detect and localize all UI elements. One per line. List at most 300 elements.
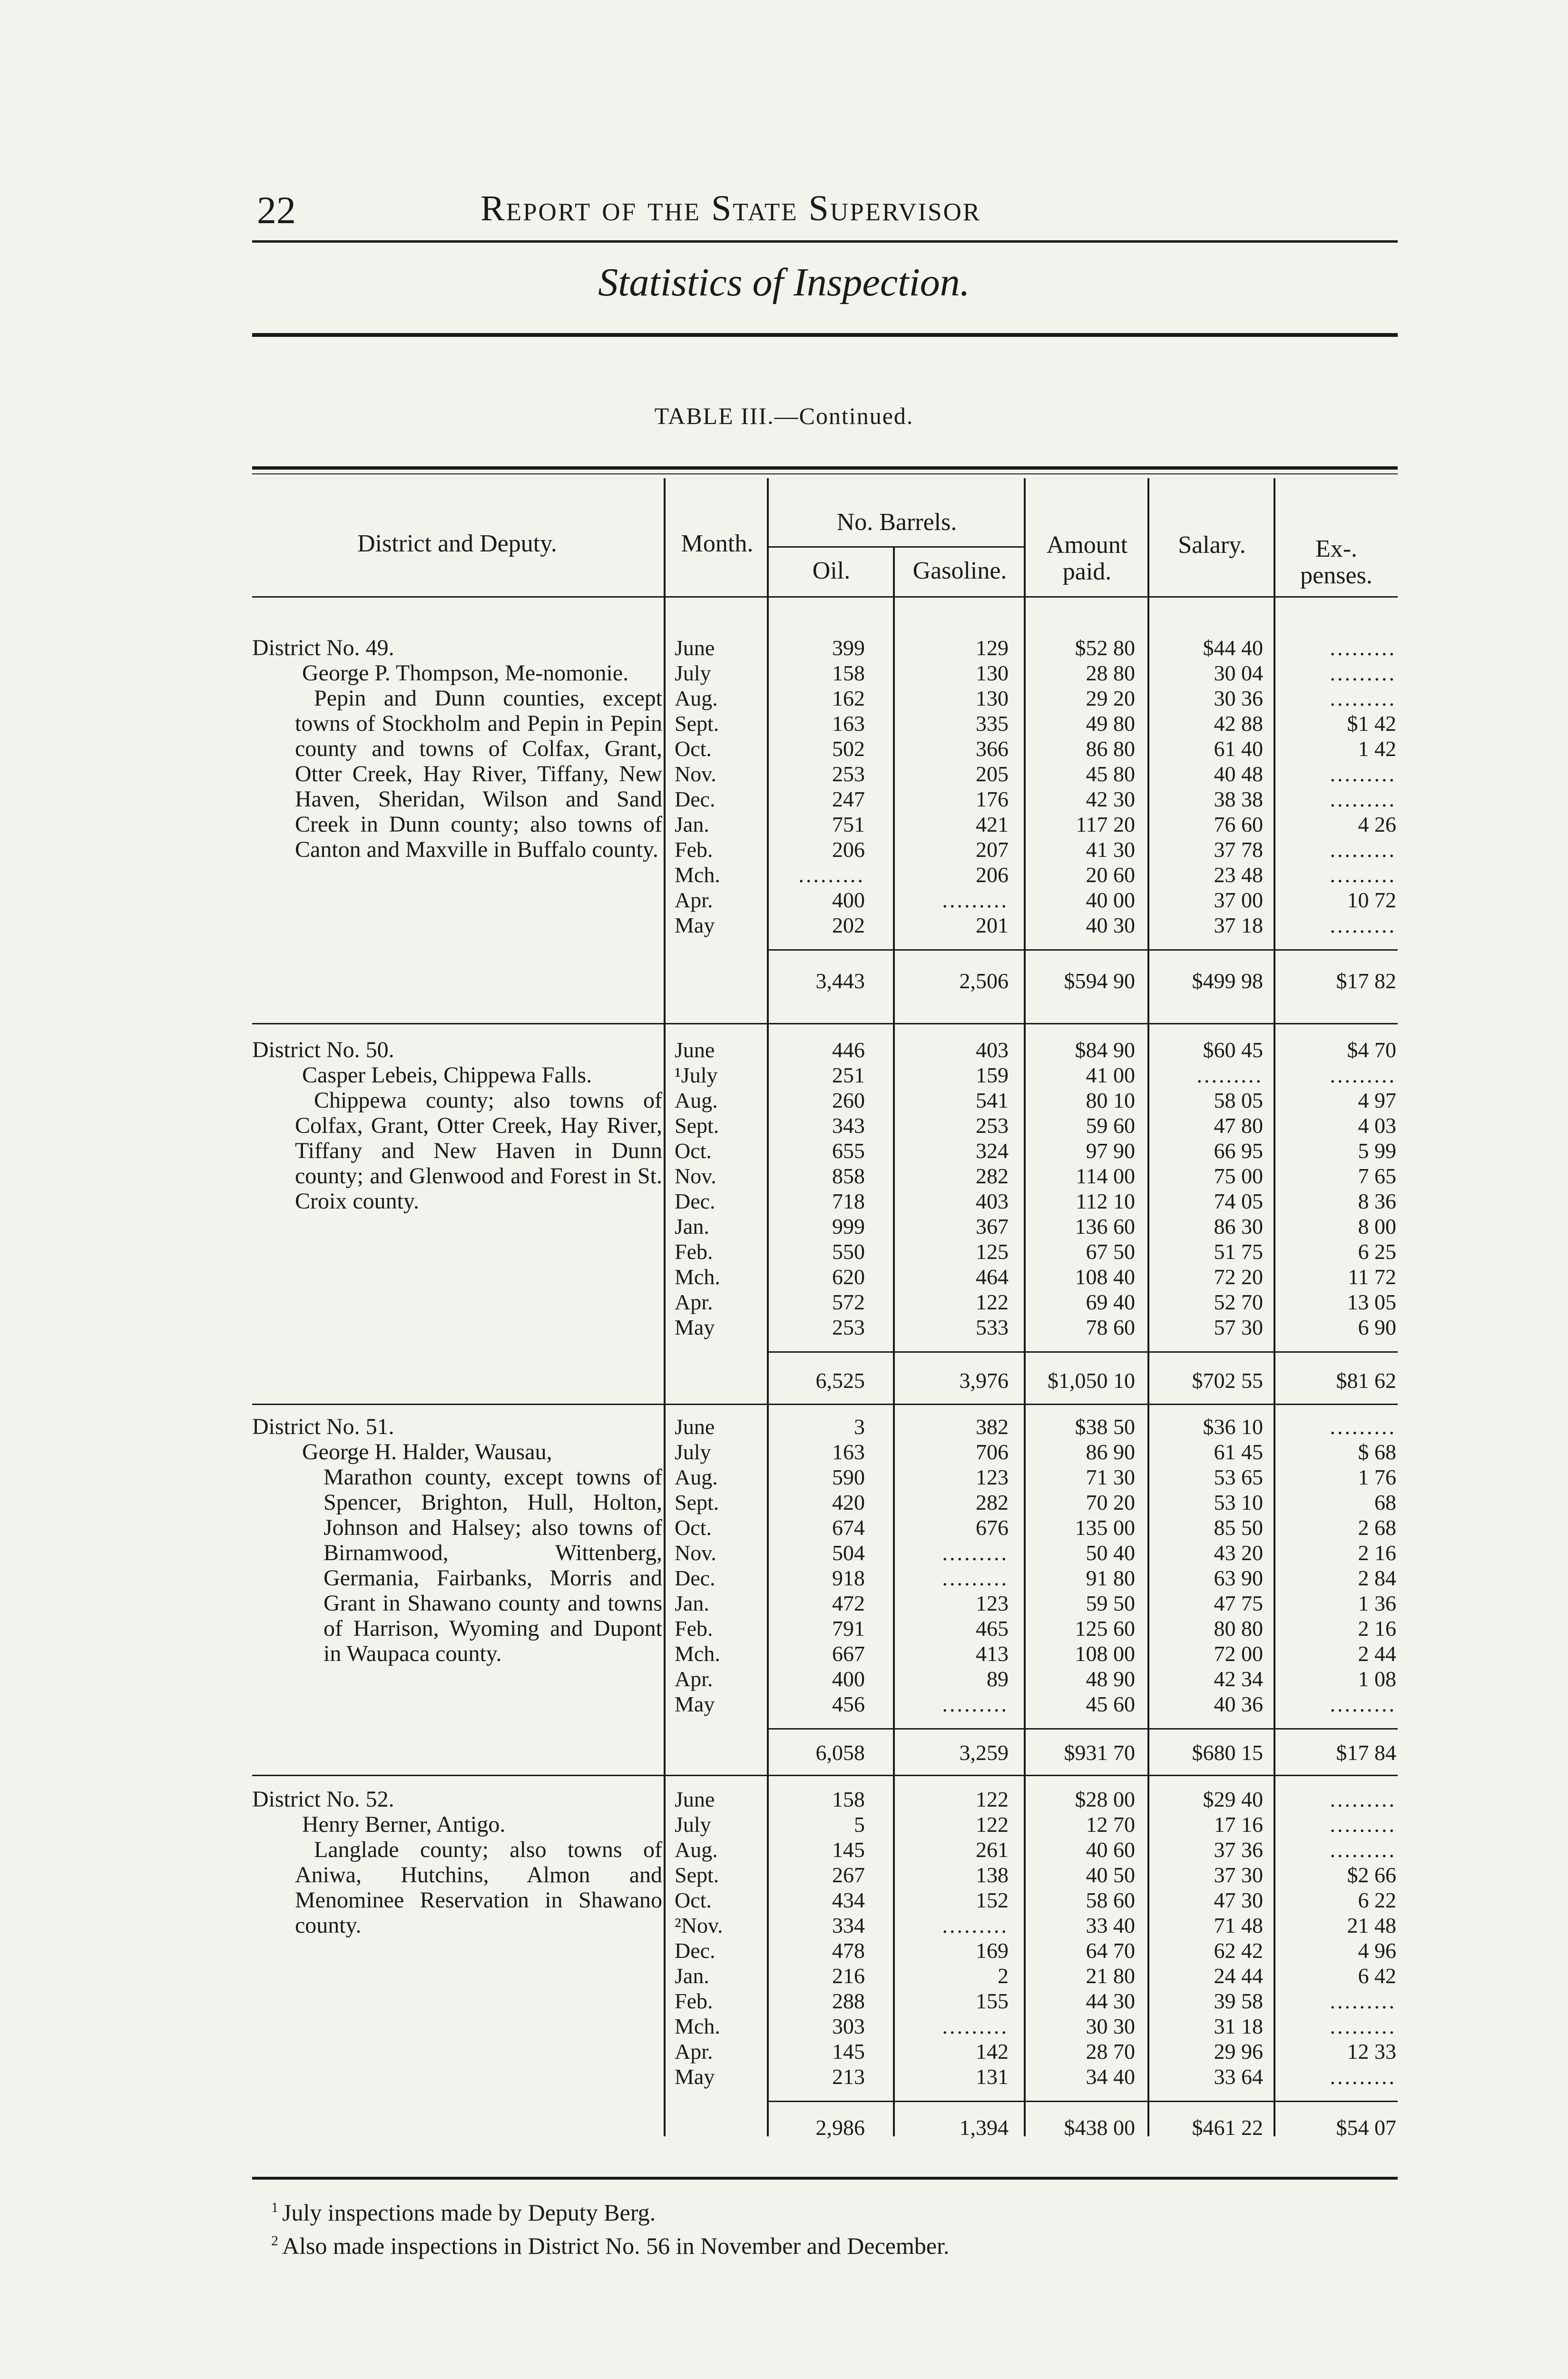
district-territory: Pepin and Dunn counties, except towns of Stockholm and Pepin in Pepin county and towns of Colfax, Grant, Otter Creek, Hay River, Tiffany, New Haven, Sheridan, Wilson and Sand Creek in Dunn county; also towns of Canton and Maxville in Buffalo county. xyxy=(295,686,662,862)
row-expenses: 13 05 xyxy=(1347,1290,1396,1314)
row-amount: 108 00 xyxy=(1075,1642,1135,1666)
row-gasoline: 122 xyxy=(976,1787,1009,1811)
row-gasoline: 152 xyxy=(976,1888,1009,1912)
row-amount: 117 20 xyxy=(1076,812,1135,836)
totals-rule xyxy=(767,1351,1398,1353)
district-territory: Marathon county, except towns of Spencer, Brighton, Hull, Holton, Johnson and Halsey; also towns of Birnamwood, Wittenberg, Germania, Fairbanks, Morris and Grant in Shawano county and towns of Harrison, Wyoming and Dupont in Waupaca county. xyxy=(323,1465,662,1666)
row-month: Aug. xyxy=(675,1838,718,1862)
row-month: Oct. xyxy=(675,737,712,761)
row-oil: 918 xyxy=(832,1566,865,1590)
running-head: Report of the State Supervisor xyxy=(480,188,981,228)
total-salary: $499 98 xyxy=(1192,969,1263,993)
row-month: Jan. xyxy=(675,812,709,836)
row-month: Oct. xyxy=(675,1515,712,1540)
row-salary: 61 40 xyxy=(1214,737,1263,761)
row-oil: 163 xyxy=(832,711,865,736)
row-expenses: $1 42 xyxy=(1347,711,1396,736)
row-month: Apr. xyxy=(675,1290,713,1314)
row-month: Sept. xyxy=(675,1113,719,1138)
row-oil: 434 xyxy=(832,1888,865,1912)
row-oil: 202 xyxy=(832,913,865,937)
row-salary: 52 70 xyxy=(1214,1290,1263,1314)
row-gasoline: 366 xyxy=(976,737,1009,761)
amount-column xyxy=(1023,635,1135,938)
row-oil: 158 xyxy=(832,1787,865,1811)
month-column xyxy=(675,635,760,938)
row-month: June xyxy=(675,1787,715,1811)
row-salary: 62 42 xyxy=(1214,1938,1263,1963)
row-month: Aug. xyxy=(675,1088,718,1112)
district-description xyxy=(252,1787,662,1938)
expenses-column xyxy=(1275,1037,1396,1340)
row-expenses: ......... xyxy=(1330,686,1396,710)
total-amount: $931 70 xyxy=(1064,1740,1135,1765)
row-amount: 135 00 xyxy=(1075,1515,1135,1540)
salary-column xyxy=(1149,1414,1263,1717)
row-month: Mch. xyxy=(675,863,720,887)
row-salary: 39 58 xyxy=(1214,1989,1263,2013)
row-salary: 72 00 xyxy=(1214,1642,1263,1666)
row-oil: ......... xyxy=(798,863,865,887)
row-expenses: 1 76 xyxy=(1358,1465,1396,1489)
row-oil: 400 xyxy=(832,888,865,912)
row-expenses: 4 96 xyxy=(1358,1938,1396,1963)
subtitle: Statistics of Inspection. xyxy=(598,260,970,305)
page-number: 22 xyxy=(257,188,296,232)
row-gasoline: 125 xyxy=(976,1239,1009,1264)
row-oil: 3 xyxy=(854,1415,865,1439)
row-expenses: ......... xyxy=(1330,2064,1396,2089)
row-gasoline: ......... xyxy=(942,2014,1009,2038)
row-oil: 145 xyxy=(832,1838,865,1862)
row-salary: 33 64 xyxy=(1214,2064,1263,2089)
row-salary: 61 45 xyxy=(1214,1440,1263,1464)
row-amount: 40 00 xyxy=(1086,888,1135,912)
expenses-column xyxy=(1275,1787,1396,2089)
row-month: Aug. xyxy=(675,1465,718,1489)
salary-column xyxy=(1149,635,1263,938)
row-month: May xyxy=(675,1315,715,1339)
row-gasoline: 130 xyxy=(976,661,1009,685)
row-month: Feb. xyxy=(675,1989,713,2013)
row-salary: 51 75 xyxy=(1214,1239,1263,1264)
district-deputy: George P. Thompson, Me-nomonie. xyxy=(302,660,629,686)
row-salary: 86 30 xyxy=(1214,1214,1263,1239)
row-gasoline: 169 xyxy=(976,1938,1009,1963)
row-gasoline: 706 xyxy=(976,1440,1009,1464)
footnote-mark: 2 xyxy=(271,2233,278,2249)
header-oil: Oil. xyxy=(812,557,851,584)
row-oil: 251 xyxy=(832,1063,865,1087)
row-oil: 478 xyxy=(832,1938,865,1963)
row-expenses: 2 44 xyxy=(1358,1642,1396,1666)
row-salary: $60 45 xyxy=(1203,1038,1263,1062)
row-expenses: $ 68 xyxy=(1358,1440,1396,1464)
subtitle-rule xyxy=(252,333,1398,337)
row-expenses: ......... xyxy=(1330,636,1396,660)
row-month: Sept. xyxy=(675,1863,719,1887)
row-gasoline: 89 xyxy=(987,1667,1009,1691)
row-amount: 40 60 xyxy=(1086,1838,1135,1862)
row-salary: 37 00 xyxy=(1214,888,1263,912)
total-oil: 6,058 xyxy=(815,1740,865,1765)
row-salary: 31 18 xyxy=(1214,2014,1263,2038)
header-expenses-line2: penses. xyxy=(1300,562,1372,589)
row-gasoline: 176 xyxy=(976,787,1009,811)
row-month: Nov. xyxy=(675,762,716,786)
row-salary: 29 96 xyxy=(1214,2039,1263,2064)
row-salary: 30 36 xyxy=(1214,686,1263,710)
row-amount: $38 50 xyxy=(1075,1415,1135,1439)
header-bottom-rule xyxy=(252,596,1398,598)
row-month: Feb. xyxy=(675,1239,713,1264)
row-expenses: 2 68 xyxy=(1358,1515,1396,1540)
row-oil: 472 xyxy=(832,1591,865,1615)
row-amount: 48 90 xyxy=(1086,1667,1135,1691)
row-amount: 30 30 xyxy=(1086,2014,1135,2038)
row-gasoline: 207 xyxy=(976,837,1009,862)
row-expenses: 2 84 xyxy=(1358,1566,1396,1590)
amount-column xyxy=(1023,1037,1135,1340)
row-gasoline: 123 xyxy=(976,1465,1009,1489)
row-month: Feb. xyxy=(675,1616,713,1641)
district-title: District No. 51. xyxy=(252,1414,394,1439)
row-gasoline: 142 xyxy=(976,2039,1009,2064)
row-gasoline: 282 xyxy=(976,1490,1009,1514)
row-expenses: 6 42 xyxy=(1358,1964,1396,1988)
row-amount: 59 60 xyxy=(1086,1113,1135,1138)
row-month: Jan. xyxy=(675,1964,709,1988)
row-gasoline: ......... xyxy=(942,1541,1009,1565)
expenses-column xyxy=(1275,1414,1396,1717)
expenses-column xyxy=(1275,635,1396,938)
district-deputy: Henry Berner, Antigo. xyxy=(302,1812,506,1837)
row-oil: 620 xyxy=(832,1265,865,1289)
row-month: Feb. xyxy=(675,837,713,862)
row-oil: 267 xyxy=(832,1863,865,1887)
total-oil: 6,525 xyxy=(815,1368,865,1393)
row-gasoline: 421 xyxy=(976,812,1009,836)
row-month: Jan. xyxy=(675,1591,709,1615)
header-expenses-line1: Ex-. xyxy=(1315,535,1358,562)
row-month: Dec. xyxy=(675,787,715,811)
salary-column xyxy=(1149,1037,1263,1340)
row-oil: 751 xyxy=(832,812,865,836)
row-month: Dec. xyxy=(675,1938,715,1963)
row-amount: 136 60 xyxy=(1075,1214,1135,1239)
row-oil: 858 xyxy=(832,1164,865,1188)
row-oil: 718 xyxy=(832,1189,865,1213)
total-gasoline: 3,259 xyxy=(959,1740,1009,1765)
row-gasoline: ......... xyxy=(942,1913,1009,1937)
row-salary: ......... xyxy=(1196,1063,1263,1087)
row-expenses: 7 65 xyxy=(1358,1164,1396,1188)
totals-rule xyxy=(767,1728,1398,1730)
row-gasoline: 155 xyxy=(976,1989,1009,2013)
total-salary: $680 15 xyxy=(1192,1740,1263,1765)
row-oil: 303 xyxy=(832,2014,865,2038)
row-month: July xyxy=(675,1812,711,1837)
total-expenses: $17 82 xyxy=(1336,969,1396,993)
row-gasoline: 464 xyxy=(976,1265,1009,1289)
row-salary: 58 05 xyxy=(1214,1088,1263,1112)
table-top-rule-thin xyxy=(252,473,1398,474)
row-gasoline: 129 xyxy=(976,636,1009,660)
row-gasoline: 131 xyxy=(976,2064,1009,2089)
row-expenses: 68 xyxy=(1374,1490,1396,1514)
row-salary: 37 36 xyxy=(1214,1838,1263,1862)
row-expenses: 8 00 xyxy=(1358,1214,1396,1239)
header-barrels-rule xyxy=(768,546,1025,548)
row-month: July xyxy=(675,1440,711,1464)
row-expenses: 6 90 xyxy=(1358,1315,1396,1339)
row-amount: 21 80 xyxy=(1086,1964,1135,1988)
footnote-text: Also made inspections in District No. 56 in November and December. xyxy=(282,2232,950,2259)
row-gasoline: 403 xyxy=(976,1189,1009,1213)
header-amount-line2: paid. xyxy=(1062,558,1112,585)
row-month: Apr. xyxy=(675,888,713,912)
row-amount: 33 40 xyxy=(1086,1913,1135,1937)
footnotes xyxy=(271,2193,949,2260)
row-expenses: ......... xyxy=(1330,837,1396,862)
row-month: Sept. xyxy=(675,711,719,736)
row-salary: 47 80 xyxy=(1214,1113,1263,1138)
row-gasoline: 159 xyxy=(976,1063,1009,1087)
row-expenses: 1 42 xyxy=(1358,737,1396,761)
row-expenses: 8 36 xyxy=(1358,1189,1396,1213)
oil-column xyxy=(761,1414,865,1717)
total-amount: $438 00 xyxy=(1064,2115,1135,2140)
row-expenses: $4 70 xyxy=(1347,1038,1396,1062)
row-salary: 30 04 xyxy=(1214,661,1263,685)
row-oil: 253 xyxy=(832,762,865,786)
row-oil: 260 xyxy=(832,1088,865,1112)
row-amount: 49 80 xyxy=(1086,711,1135,736)
district-deputy: George H. Halder, Wausau, xyxy=(302,1439,552,1465)
row-month: June xyxy=(675,1038,715,1062)
row-oil: 502 xyxy=(832,737,865,761)
district-title: District No. 52. xyxy=(252,1787,394,1812)
row-expenses: 21 48 xyxy=(1347,1913,1396,1937)
amount-column xyxy=(1023,1414,1135,1717)
header-rule xyxy=(252,240,1398,243)
row-gasoline: 413 xyxy=(976,1642,1009,1666)
total-gasoline: 2,506 xyxy=(959,969,1009,993)
row-amount: 86 90 xyxy=(1086,1440,1135,1464)
row-expenses: 2 16 xyxy=(1358,1616,1396,1641)
row-gasoline: 324 xyxy=(976,1139,1009,1163)
row-month: June xyxy=(675,1415,715,1439)
row-salary: 74 05 xyxy=(1214,1189,1263,1213)
row-salary: 85 50 xyxy=(1214,1515,1263,1540)
amount-column xyxy=(1023,1787,1135,2089)
row-gasoline: ......... xyxy=(942,888,1009,912)
row-salary: 75 00 xyxy=(1214,1164,1263,1188)
oil-column xyxy=(761,1037,865,1340)
row-amount: $28 00 xyxy=(1075,1787,1135,1811)
row-oil: 667 xyxy=(832,1642,865,1666)
row-month: Oct. xyxy=(675,1139,712,1163)
row-oil: 158 xyxy=(832,661,865,685)
row-expenses: ......... xyxy=(1330,1812,1396,1837)
row-expenses: 11 72 xyxy=(1348,1265,1396,1289)
gasoline-column xyxy=(894,1414,1009,1717)
row-gasoline: 123 xyxy=(976,1591,1009,1615)
row-gasoline: 465 xyxy=(976,1616,1009,1641)
row-salary: 47 75 xyxy=(1214,1591,1263,1615)
row-oil: 213 xyxy=(832,2064,865,2089)
row-amount: 64 70 xyxy=(1086,1938,1135,1963)
row-gasoline: 533 xyxy=(976,1315,1009,1339)
row-oil: 590 xyxy=(832,1465,865,1489)
row-amount: 42 30 xyxy=(1086,787,1135,811)
row-expenses: 1 36 xyxy=(1358,1591,1396,1615)
row-oil: 334 xyxy=(832,1913,865,1937)
row-expenses: 10 72 xyxy=(1347,888,1396,912)
row-amount: 80 10 xyxy=(1086,1088,1135,1112)
total-salary: $702 55 xyxy=(1192,1368,1263,1393)
row-amount: 50 40 xyxy=(1086,1541,1135,1565)
row-amount: 41 00 xyxy=(1086,1063,1135,1087)
row-oil: 456 xyxy=(832,1692,865,1716)
row-month: Mch. xyxy=(675,2014,720,2038)
row-salary: 47 30 xyxy=(1214,1888,1263,1912)
month-column xyxy=(675,1787,760,2089)
header-salary: Salary. xyxy=(1178,531,1246,559)
header-amount-line1: Amount xyxy=(1046,531,1128,559)
total-amount: $594 90 xyxy=(1064,969,1135,993)
row-amount: 58 60 xyxy=(1086,1888,1135,1912)
row-salary: 23 48 xyxy=(1214,863,1263,887)
row-oil: 253 xyxy=(832,1315,865,1339)
row-oil: 420 xyxy=(832,1490,865,1514)
row-expenses: ......... xyxy=(1330,1787,1396,1811)
row-salary: 42 34 xyxy=(1214,1667,1263,1691)
row-expenses: 4 97 xyxy=(1358,1088,1396,1112)
total-salary: $461 22 xyxy=(1192,2115,1263,2140)
footnote-text: July inspections made by Deputy Berg. xyxy=(282,2199,656,2226)
header-gasoline: Gasoline. xyxy=(912,557,1007,584)
total-oil: 2,986 xyxy=(815,2115,865,2140)
row-amount: 78 60 xyxy=(1086,1315,1135,1339)
row-salary: 66 95 xyxy=(1214,1139,1263,1163)
row-salary: 71 48 xyxy=(1214,1913,1263,1937)
row-amount: 34 40 xyxy=(1086,2064,1135,2089)
row-expenses: ......... xyxy=(1330,762,1396,786)
row-oil: 163 xyxy=(832,1440,865,1464)
row-gasoline: 541 xyxy=(976,1088,1009,1112)
row-amount: 45 60 xyxy=(1086,1692,1135,1716)
row-salary: 80 80 xyxy=(1214,1616,1263,1641)
district-description xyxy=(252,1414,662,1666)
row-gasoline: 253 xyxy=(976,1113,1009,1138)
row-month: Dec. xyxy=(675,1189,715,1213)
totals-rule xyxy=(767,2101,1398,2102)
row-salary: 40 36 xyxy=(1214,1692,1263,1716)
row-expenses: $2 66 xyxy=(1347,1863,1396,1887)
row-month: Sept. xyxy=(675,1490,719,1514)
row-salary: 43 20 xyxy=(1214,1541,1263,1565)
row-amount: 40 30 xyxy=(1086,913,1135,937)
footnote-2 xyxy=(271,2227,949,2260)
district-separator xyxy=(252,1775,1398,1776)
district-deputy: Casper Lebeis, Chippewa Falls. xyxy=(302,1062,592,1088)
row-salary: 24 44 xyxy=(1214,1964,1263,1988)
total-gasoline: 1,394 xyxy=(959,2115,1009,2140)
row-expenses: 1 08 xyxy=(1358,1667,1396,1691)
row-month: ²Nov. xyxy=(675,1913,723,1937)
row-oil: 446 xyxy=(832,1038,865,1062)
row-oil: 400 xyxy=(832,1667,865,1691)
row-oil: 216 xyxy=(832,1964,865,1988)
row-month: ¹July xyxy=(675,1063,718,1087)
row-oil: 550 xyxy=(832,1239,865,1264)
row-amount: 40 50 xyxy=(1086,1863,1135,1887)
footnote-mark: 1 xyxy=(271,2200,278,2215)
row-gasoline: 206 xyxy=(976,863,1009,887)
row-gasoline: 2 xyxy=(998,1964,1009,1988)
row-amount: $84 90 xyxy=(1075,1038,1135,1062)
row-salary: 17 16 xyxy=(1214,1812,1263,1837)
district-title: District No. 50. xyxy=(252,1037,394,1062)
header-barrels-group: No. Barrels. xyxy=(836,509,957,536)
row-amount: 41 30 xyxy=(1086,837,1135,862)
table-top-rule xyxy=(252,466,1398,470)
row-amount: 125 60 xyxy=(1075,1616,1135,1641)
totals-rule xyxy=(767,949,1398,951)
row-gasoline: 122 xyxy=(976,1812,1009,1837)
row-month: May xyxy=(675,1692,715,1716)
row-oil: 572 xyxy=(832,1290,865,1314)
row-month: Apr. xyxy=(675,1667,713,1691)
row-salary: $36 10 xyxy=(1203,1415,1263,1439)
row-oil: 674 xyxy=(832,1515,865,1540)
column-rule-month xyxy=(664,478,666,2136)
row-expenses: ......... xyxy=(1330,787,1396,811)
row-month: June xyxy=(675,636,715,660)
row-oil: 504 xyxy=(832,1541,865,1565)
month-column xyxy=(675,1414,760,1717)
row-month: Jan. xyxy=(675,1214,709,1239)
row-salary: 72 20 xyxy=(1214,1265,1263,1289)
row-month: May xyxy=(675,913,715,937)
oil-column xyxy=(761,635,865,938)
month-column xyxy=(675,1037,760,1340)
table-bottom-rule xyxy=(252,2177,1398,2180)
footnote-1 xyxy=(271,2193,949,2227)
district-separator xyxy=(252,1404,1398,1405)
row-expenses: 6 22 xyxy=(1358,1888,1396,1912)
row-gasoline: 138 xyxy=(976,1863,1009,1887)
row-gasoline: 130 xyxy=(976,686,1009,710)
total-expenses: $54 07 xyxy=(1336,2115,1396,2140)
total-amount: $1,050 10 xyxy=(1048,1368,1135,1393)
row-oil: 288 xyxy=(832,1989,865,2013)
row-amount: $52 80 xyxy=(1075,636,1135,660)
row-salary: 63 90 xyxy=(1214,1566,1263,1590)
row-amount: 29 20 xyxy=(1086,686,1135,710)
row-salary: $44 40 xyxy=(1203,636,1263,660)
total-oil: 3,443 xyxy=(815,969,865,993)
row-expenses: ......... xyxy=(1330,913,1396,937)
row-month: July xyxy=(675,661,711,685)
row-gasoline: 122 xyxy=(976,1290,1009,1314)
table-caption: TABLE III.—Continued. xyxy=(654,403,914,429)
row-oil: 5 xyxy=(854,1812,865,1837)
row-salary: 57 30 xyxy=(1214,1315,1263,1339)
district-territory: Langlade county; also towns of Aniwa, Hutchins, Almon and Menominee Reservation in Shawano county. xyxy=(295,1837,662,1938)
district-title: District No. 49. xyxy=(252,635,394,660)
